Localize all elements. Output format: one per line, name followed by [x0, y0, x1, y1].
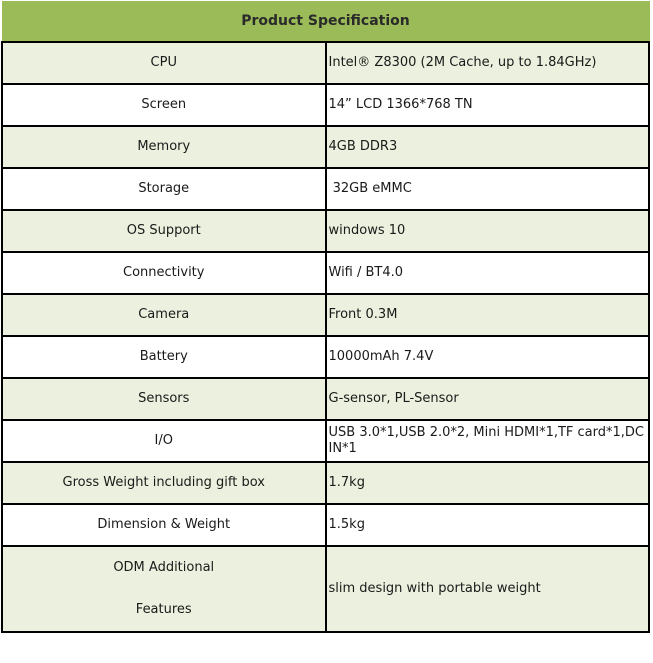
row-label-cpu: CPU: [2, 42, 326, 84]
row-label-camera: Camera: [2, 294, 326, 336]
row-label-memory: Memory: [2, 126, 326, 168]
row-label-sensors: Sensors: [2, 378, 326, 420]
row-value-io: USB 3.0*1,USB 2.0*2, Mini HDMI*1,TF card*1,DC IN*1: [326, 420, 650, 462]
table-row: [2, 252, 649, 294]
table-row: [2, 42, 649, 84]
row-value-dimension-weight: 1.5kg: [326, 504, 650, 546]
table-row: [2, 210, 649, 252]
table-row: [2, 84, 649, 126]
row-label-os-support: OS Support: [2, 210, 326, 252]
spec-table: [1, 1, 650, 633]
row-value-gross-weight: 1.7kg: [326, 462, 650, 504]
table-row: [2, 546, 649, 632]
odm-label-line1: ODM Additional: [113, 559, 215, 575]
row-value-odm-features: slim design with portable weight: [326, 546, 650, 632]
table-title: Product Specification: [2, 2, 649, 43]
row-label-gross-weight: Gross Weight including gift box: [2, 462, 326, 504]
table-row: [2, 462, 649, 504]
row-label-battery: Battery: [2, 336, 326, 378]
odm-label-line2: Features: [135, 602, 192, 617]
row-value-screen: 14” LCD 1366*768 TN: [326, 84, 650, 126]
row-value-camera: Front 0.3M: [326, 294, 650, 336]
row-label-io: I/O: [2, 420, 326, 462]
table-row: [2, 420, 649, 462]
row-value-os-support: windows 10: [326, 210, 650, 252]
row-label-dimension-weight: Dimension & Weight: [2, 504, 326, 546]
table-row: [2, 336, 649, 378]
row-value-storage: 32GB eMMC: [326, 168, 650, 210]
table-row: [2, 294, 649, 336]
table-row: [2, 168, 649, 210]
row-value-connectivity: Wifi / BT4.0: [326, 252, 650, 294]
row-label-screen: Screen: [2, 84, 326, 126]
table-row: [2, 504, 649, 546]
table-row: [2, 126, 649, 168]
row-label-odm-features: [2, 546, 326, 632]
row-value-memory: 4GB DDR3: [326, 126, 650, 168]
row-value-battery: 10000mAh 7.4V: [326, 336, 650, 378]
row-value-cpu: Intel® Z8300 (2M Cache, up to 1.84GHz): [326, 42, 650, 84]
row-label-storage: Storage: [2, 168, 326, 210]
table-row: [2, 378, 649, 420]
row-value-sensors: G-sensor, PL-Sensor: [326, 378, 650, 420]
table-header-row: [2, 2, 649, 43]
row-label-connectivity: Connectivity: [2, 252, 326, 294]
